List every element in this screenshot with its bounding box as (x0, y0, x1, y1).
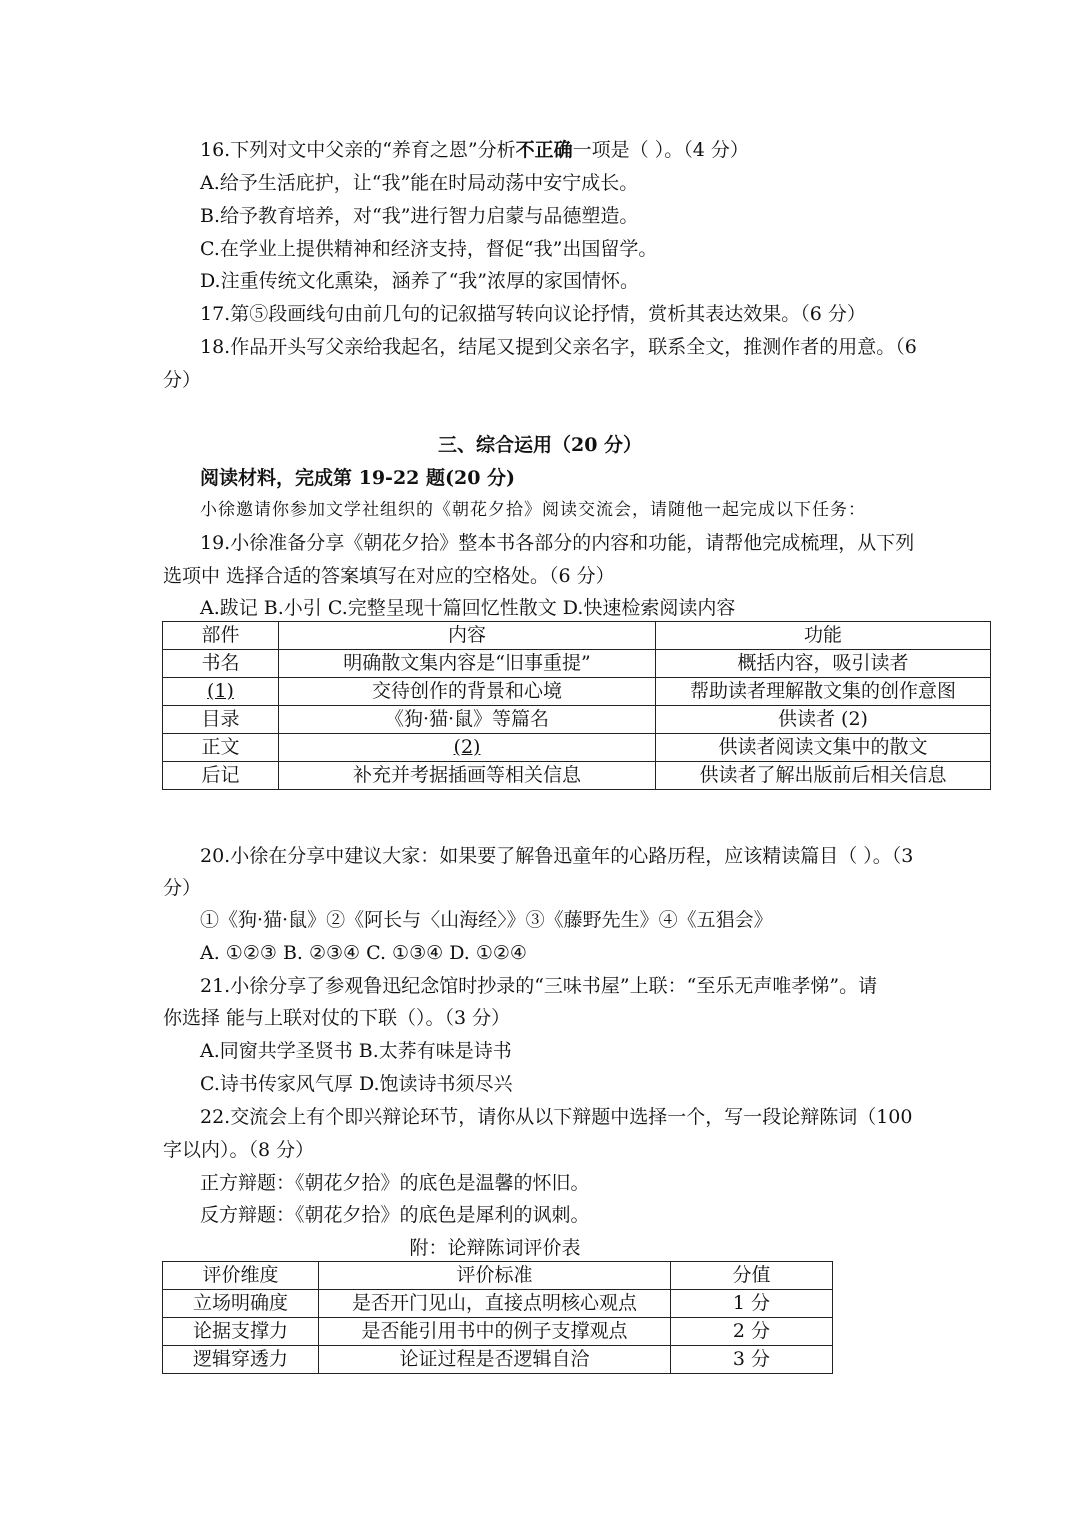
q21-options-cd: C.诗书传家风气厚 D.饱读诗书须尽兴 (200, 1073, 513, 1095)
table-cell: 立场明确度 (163, 1290, 319, 1318)
table-header-cell: 评价标准 (319, 1262, 671, 1290)
table-cell: 书名 (163, 650, 279, 678)
table-cell: 论证过程是否逻辑自洽 (319, 1346, 671, 1374)
table-cell: 后记 (163, 762, 279, 790)
table-header-row (163, 622, 991, 650)
q21-stem-line2: 你选择 能与上联对仗的下联（）。（3 分） (163, 1007, 511, 1029)
table-row (163, 1346, 833, 1374)
q19-stem-line1: 19.小徐准备分享《朝花夕拾》整本书各部分的内容和功能，请帮他完成梳理，从下列 (200, 532, 915, 554)
q22-rubric-table (162, 1261, 833, 1374)
q22-stem-line1: 22.交流会上有个即兴辩论环节，请你从以下辩题中选择一个，写一段论辩陈词（100 (200, 1106, 913, 1128)
table-cell: 帮助读者理解散文集的创作意图 (656, 678, 991, 706)
table-cell: 3 分 (671, 1346, 833, 1374)
q16-option-b: B.给予教育培养，对“我”进行智力启蒙与品德塑造。 (200, 205, 639, 227)
table-cell: 论据支撑力 (163, 1318, 319, 1346)
q16-stem-emphasis: 不正确 (515, 139, 573, 161)
table-cell: 是否开门见山，直接点明核心观点 (319, 1290, 671, 1318)
q22-stem-line2: 字以内）。（8 分） (163, 1139, 315, 1161)
table-cell: 正文 (163, 734, 279, 762)
q19-table (162, 621, 991, 790)
table-header-row (163, 1262, 833, 1290)
table-cell: 逻辑穿透力 (163, 1346, 319, 1374)
section-intro: 小徐邀请你参加文学社组织的《朝花夕拾》阅读交流会，请随他一起完成以下任务： (200, 500, 866, 520)
table-cell: 《狗·猫·鼠》等篇名 (279, 706, 656, 734)
q18-stem-line1: 18.作品开头写父亲给我起名，结尾又提到父亲名字，联系全文，推测作者的用意。（6 (200, 336, 917, 358)
table-cell: 明确散文集内容是“旧事重提” (279, 650, 656, 678)
table-cell: 供读者 (2) (656, 706, 991, 734)
q17-stem: 17.第⑤段画线句由前几句的记叙描写转向议论抒情，赏析其表达效果。（6 分） (200, 303, 866, 325)
blank-cell: (2) (279, 734, 656, 762)
table-header-cell: 部件 (163, 622, 279, 650)
table-row (163, 734, 991, 762)
table-cell: 供读者阅读文集中的散文 (656, 734, 991, 762)
appendix-title: 附：论辩陈词评价表 (409, 1237, 581, 1259)
q19-stem-line2: 选项中 选择合适的答案填写在对应的空格处。（6 分） (163, 565, 615, 587)
table-cell: 概括内容，吸引读者 (656, 650, 991, 678)
table-cell: 供读者了解出版前后相关信息 (656, 762, 991, 790)
q16-option-a: A.给予生活庇护，让“我”能在时局动荡中安宁成长。 (200, 172, 639, 194)
table-cell: 是否能引用书中的例子支撑观点 (319, 1318, 671, 1346)
table-row (163, 1290, 833, 1318)
q21-stem-line1: 21.小徐分享了参观鲁迅纪念馆时抄录的“三味书屋”上联：“至乐无声唯孝悌”。请 (200, 975, 878, 997)
table-cell: 补充并考据插画等相关信息 (279, 762, 656, 790)
q16-option-d: D.注重传统文化熏染，涵养了“我”浓厚的家国情怀。 (200, 270, 640, 292)
q20-options: A. ①②③ B. ②③④ C. ①③④ D. ①②④ (200, 942, 527, 964)
table-cell: 交待创作的背景和心境 (279, 678, 656, 706)
table-row (163, 706, 991, 734)
table-header-cell: 功能 (656, 622, 991, 650)
table-header-cell: 评价维度 (163, 1262, 319, 1290)
q21-options-ab: A.同窗共学圣贤书 B.太荞有味是诗书 (200, 1040, 512, 1062)
table-header-cell: 分值 (671, 1262, 833, 1290)
q18-stem-line2: 分） (163, 369, 202, 391)
q16-stem (200, 137, 749, 163)
q16-stem-part: 16.下列对文中父亲的“养育之恩”分析 (200, 139, 516, 161)
q19-options: A.跋记 B.小引 C.完整呈现十篇回忆性散文 D.快速检索阅读内容 (200, 597, 736, 619)
q16-stem-part: 一项是（ ）。（4 分） (572, 139, 749, 161)
q16-option-c: C.在学业上提供精神和经济支持，督促“我”出国留学。 (200, 238, 658, 260)
table-row (163, 678, 991, 706)
table-cell: 2 分 (671, 1318, 833, 1346)
blank-cell: (1) (163, 678, 279, 706)
table-cell: 1 分 (671, 1290, 833, 1318)
table-row (163, 650, 991, 678)
q20-items: ①《狗·猫·鼠》②《阿长与〈山海经〉》③《藤野先生》④《五猖会》 (200, 909, 773, 931)
table-row (163, 762, 991, 790)
table-row (163, 1318, 833, 1346)
q20-stem-line2: 分） (163, 877, 202, 899)
section-title: 三、综合运用（20 分） (437, 434, 643, 456)
q22-pro-topic: 正方辩题：《朝花夕拾》的底色是温馨的怀旧。 (200, 1172, 590, 1194)
q20-stem-line1: 20.小徐在分享中建议大家：如果要了解鲁迅童年的心路历程，应该精读篇目（ ）。（3 (200, 845, 914, 867)
table-header-cell: 内容 (279, 622, 656, 650)
table-cell: 目录 (163, 706, 279, 734)
section-instruction: 阅读材料，完成第 19-22 题(20 分) (200, 467, 516, 489)
q22-con-topic: 反方辩题：《朝花夕拾》的底色是犀利的讽刺。 (200, 1204, 590, 1226)
